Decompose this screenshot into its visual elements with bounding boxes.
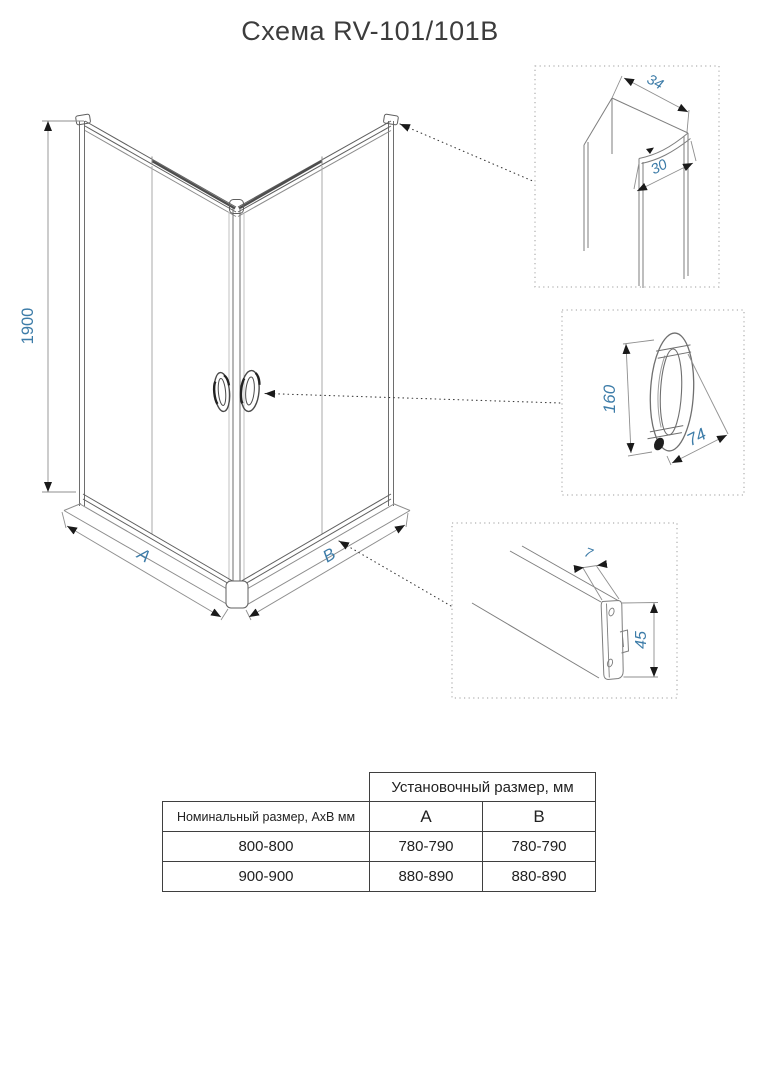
detail-rail — [452, 523, 677, 698]
dimension-arrow-line — [597, 564, 607, 566]
top-rail — [85, 131, 236, 217]
install-b-value: 780-790 — [483, 832, 596, 862]
install-a-value: 780-790 — [370, 832, 483, 862]
profile-line — [612, 98, 688, 133]
dimension-line — [626, 344, 631, 453]
extension-line — [667, 456, 671, 465]
dimension-line — [249, 525, 405, 617]
extension-line — [221, 609, 228, 620]
detail-box-border — [562, 310, 744, 495]
door-handles — [213, 370, 261, 412]
page-title: Схема RV-101/101B — [241, 16, 499, 46]
table-blank-cell — [163, 773, 370, 802]
extension-line — [406, 513, 408, 527]
top-rail — [238, 131, 391, 217]
bottom-rail — [83, 499, 236, 588]
install-b-value: 880-890 — [483, 862, 596, 892]
table-row — [163, 773, 596, 802]
install-a-value: 880-890 — [370, 862, 483, 892]
col-b-header: В — [483, 802, 596, 832]
door-handle — [213, 382, 217, 405]
door-handle — [245, 377, 256, 406]
profile-width-label: 34 — [643, 71, 666, 94]
extension-line — [583, 568, 602, 600]
rail-line — [522, 546, 618, 601]
detail-box-border — [535, 66, 719, 287]
table-row — [163, 862, 596, 892]
door-handle — [213, 372, 231, 412]
leader-to-profile-detail — [400, 124, 535, 182]
enclosure-structure — [64, 114, 410, 608]
bottom-rail — [83, 494, 236, 583]
extension-line — [597, 566, 620, 599]
extension-line — [634, 163, 639, 189]
profile-pointer — [646, 148, 654, 155]
leader-to-handle-detail — [265, 394, 560, 404]
post-cap — [383, 114, 398, 125]
profile-line — [584, 98, 612, 145]
extension-line — [612, 76, 622, 98]
extension-line — [687, 110, 689, 132]
table-row — [163, 832, 596, 862]
corner-foot-block — [226, 581, 248, 608]
leader-to-rail-detail — [339, 541, 451, 606]
nominal-value: 800-800 — [163, 832, 370, 862]
rail-thickness-label: 7 — [582, 544, 595, 562]
table-row — [163, 802, 596, 832]
leader-lines — [265, 124, 560, 606]
dim-a-label: A — [134, 544, 154, 567]
nominal-size-header: Номинальный размер, АхВ мм — [163, 802, 370, 832]
main-dimensions — [42, 121, 408, 620]
detail-box-border — [452, 523, 677, 698]
extension-line — [621, 603, 658, 604]
bottom-rail — [238, 499, 391, 588]
door-handle — [217, 378, 227, 406]
screw-hole — [606, 658, 613, 667]
door-track-bracket — [239, 161, 322, 209]
bottom-rail — [238, 494, 391, 583]
tray-edge — [64, 504, 81, 511]
door-track-bracket — [152, 161, 235, 209]
extension-line — [246, 610, 251, 620]
handle-height-label: 160 — [600, 384, 619, 414]
top-rail — [85, 126, 236, 212]
dim-b-label: B — [319, 544, 339, 567]
dimension-line — [67, 526, 221, 617]
dimension-line — [584, 566, 597, 568]
rail-height-label: 45 — [633, 631, 650, 649]
bottom-rail — [240, 504, 394, 593]
handle-cap-seam — [658, 350, 691, 360]
top-rail — [85, 121, 236, 207]
detail-handle — [562, 310, 744, 495]
install-size-header: Установочный размер, мм — [370, 773, 596, 802]
handle-outline — [658, 348, 683, 435]
nominal-value: 900-900 — [163, 862, 370, 892]
extension-line — [62, 512, 66, 528]
top-rail — [238, 126, 391, 212]
screw-hole — [608, 607, 615, 616]
dim-height-label: 1900 — [19, 307, 37, 345]
profile-depth-label: 30 — [648, 156, 671, 179]
extension-line — [628, 452, 652, 456]
col-a-header: А — [370, 802, 483, 832]
size-table — [162, 772, 596, 892]
tray-edge — [393, 504, 410, 511]
detail-profile — [535, 66, 719, 288]
rail-end-cap — [601, 601, 623, 680]
dimension-arrow-line — [574, 568, 584, 570]
handle-width-label: 74 — [683, 424, 710, 450]
extension-line — [623, 340, 654, 344]
rail-clip — [620, 630, 629, 653]
rail-line — [472, 603, 599, 678]
extension-line — [691, 141, 696, 161]
